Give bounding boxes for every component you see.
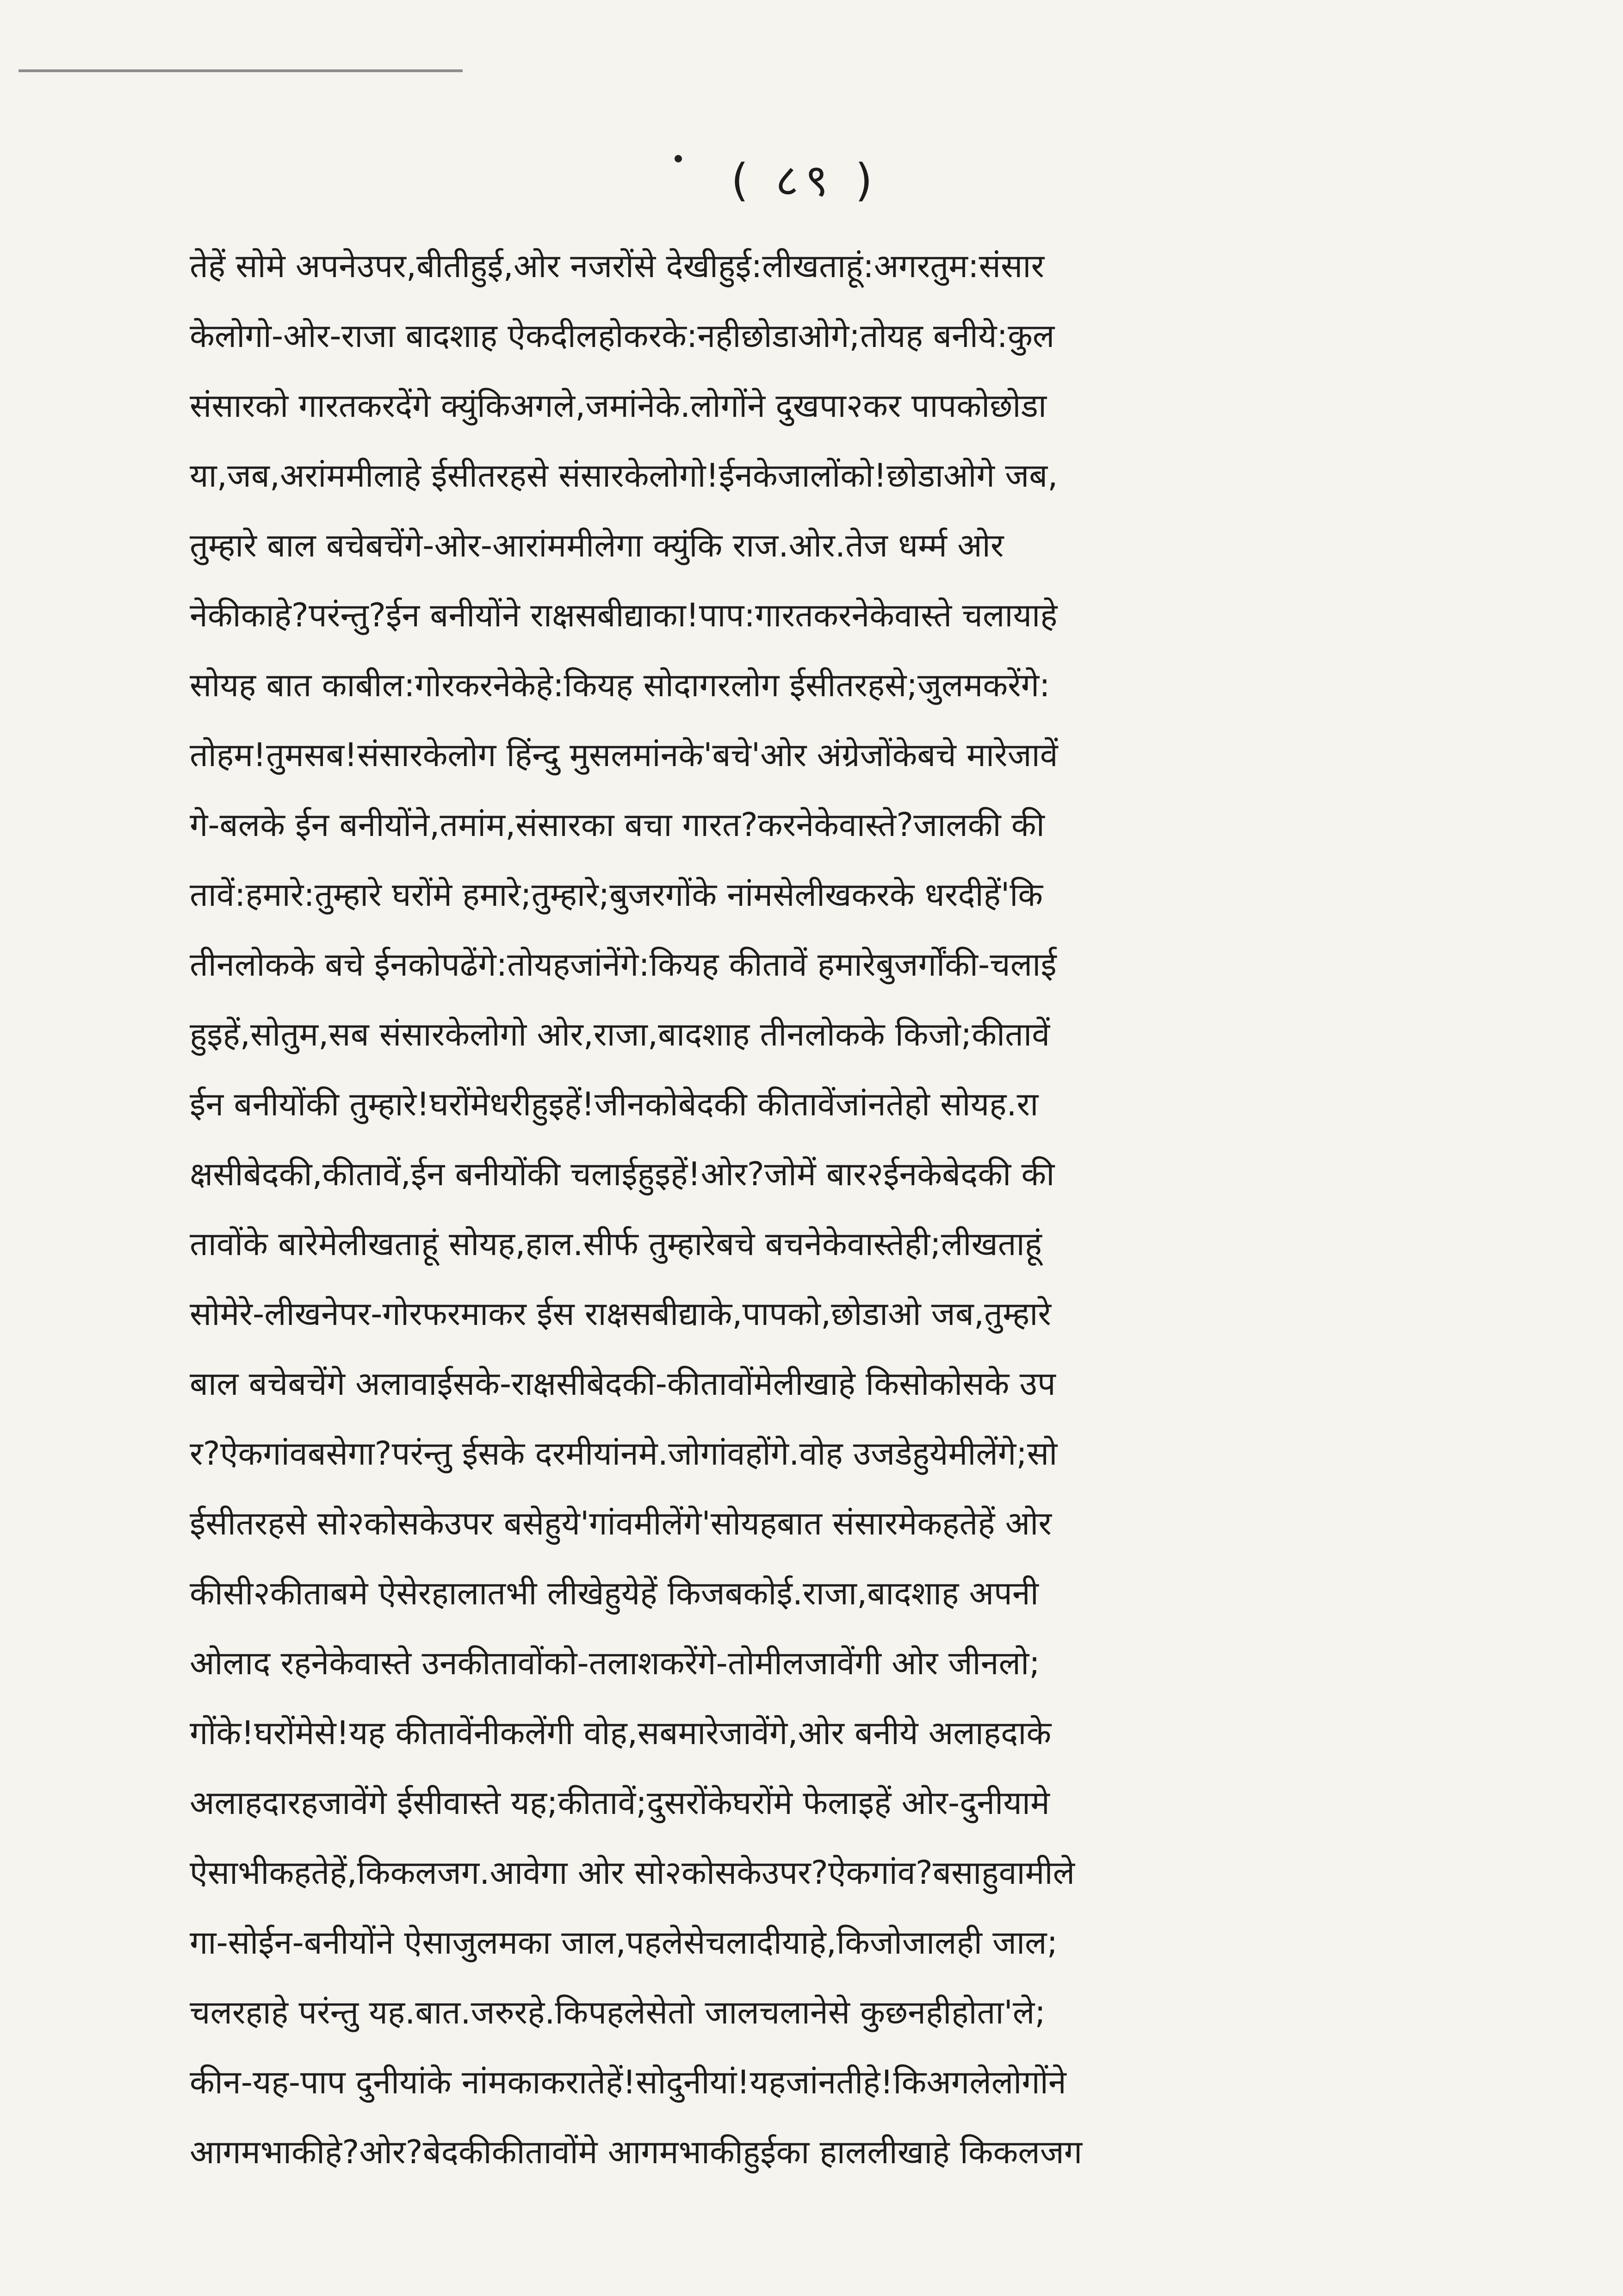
text-line: सोयह बात काबील:गोरकरनेकेहे:कियह सोदागरलोग ईसीतरहसे;जुलमकरेंगे: (190, 666, 1050, 704)
text-line: कीन-यह-पाप दुनीयांके नांमकाकरातेहें!सोदुनीयां!यहजांनतीहे!किअगलेलोगोंने (190, 2063, 1066, 2101)
text-line: कीसी२कीताबमे ऐसेरहालातभी लीखेहुयेहें किजबकोई.राजा,बादशाह अपनी (190, 1574, 1039, 1612)
text-line: तुम्हारे बाल बचेबचेंगे-ओर-आरांममीलेगा क्युंकि राज.ओर.तेज धर्म्म ओर (190, 526, 1004, 564)
text-line: तीनलोकके बचे ईनकोपढेंगे:तोयहजांनेंगे:कियह कीतावें हमारेबुजर्गोंकी-चलाई (190, 946, 1057, 984)
text-line: गे-बलके ईन बनीयोंने,तमांम,संसारका बचा गारत?करनेकेवास्ते?जालकी की (190, 806, 1045, 844)
text-line: ऐसाभीकहतेहें,किकलजग.आवेगा ओर सो२कोसकेउपर?ऐकगांव?बसाहुवामीले (190, 1854, 1075, 1892)
text-line: अलाहदारहजावेंगे ईसीवास्ते यह;कीतावें;दुसरोंकेघरोंमे फेलाइहें ओर-दुनीयामे (190, 1784, 1050, 1822)
text-line: गोंके!घरोंमेसे!यह कीतावेंनीकलेंगी वोह,सबमारेजावेंगे,ओर बनीये अलाहदाके (190, 1714, 1052, 1752)
text-line: तावोंके बारेमेलीखताहूं सोयह,हाल.सीर्फ तुम्हारेबचे बचनेकेवास्तेही;लीखताहूं (190, 1225, 1042, 1263)
top-edge-rule (19, 69, 463, 72)
text-line: ईसीतरहसे सो२कोसकेउपर बसेहुये'गांवमीलेंगे'सोयहबात संसारमेकहतेहें ओर (190, 1504, 1052, 1542)
text-line: केलोगो-ओर-राजा बादशाह ऐकदीलहोकरके:नहीछोडाओगे;तोयह बनीये:कुल (190, 317, 1055, 355)
text-line: नेकीकाहे?परंन्तु?ईन बनीयोंने राक्षसबीद्याका!पाप:गारतकरनेकेवास्ते चलायाहे (190, 596, 1058, 634)
text-line: या,जब,अरांममीलाहे ईसीतरहसे संसारकेलोगो!ईनकेजालोंको!छोडाओगे जब, (190, 457, 1058, 495)
text-line: तेहें सोमे अपनेउपर,बीतीहुई,ओर नजरोंसे देखीहुई:लीखताहूं:अगरतुम:संसार (190, 247, 1045, 285)
text-line: चलरहाहे परंन्तु यह.बात.जरुरहे.किपहलेसेतो जालचलानेसे कुछनहीहोता'ले; (190, 1993, 1046, 2031)
text-line: सोमेरे-लीखनेपर-गोरफरमाकर ईस राक्षसबीद्याके,पापको,छोडाओ जब,तुम्हारे (190, 1295, 1052, 1333)
text-line: ओलाद रहनेकेवास्ते उनकीतावोंको-तलाशकरेंगे-तोमीलजावेंगी ओर जीनलो; (190, 1644, 1040, 1682)
text-line: बाल बचेबचेंगे अलावाईसके-राक्षसीबेदकी-कीतावोंमेलीखाहे किसोकोसके उप (190, 1365, 1056, 1403)
ink-dot (675, 155, 682, 162)
text-line: तोहम!तुमसब!संसारकेलोग हिंन्दु मुसलमांनके'बचे'ओर अंग्रेजोंकेबचे मारेजावें (190, 736, 1058, 774)
page-number: ( ८९ ) (731, 155, 879, 206)
body-text (190, 231, 1457, 2187)
text-line: तावें:हमारे:तुम्हारे घरोंमे हमारे;तुम्हारे;बुजरगोंके नांमसेलीखकरके धरदीहें'कि (190, 876, 1043, 914)
text-line: आगमभाकीहे?ओर?बेदकीकीतावोंमे आगमभाकीहुईका हाललीखाहे किकलजग (190, 2133, 1083, 2171)
text-line: ईन बनीयोंकी तुम्हारे!घरोंमेधरीहुइहें!जीनकोबेदकी कीतावेंजांनतेहो सोयह.रा (190, 1085, 1039, 1123)
text-line: संसारको गारतकरदेंगे क्युंकिअगले,जमांनेके.लोगोंने दुखपा२कर पापकोछोडा (190, 387, 1047, 425)
text-line: गा-सोईन-बनीयोंने ऐसाजुलमका जाल,पहलेसेचलादीयाहे,किजोजालही जाल; (190, 1924, 1058, 1962)
text-line: र?ऐकगांवबसेगा?परंन्तु ईसके दरमीयांनमे.जोगांवहोंगे.वोह उजडेहुयेमीलेंगे;सो (190, 1435, 1058, 1473)
text-line: हुइहें,सोतुम,सब संसारकेलोगो ओर,राजा,बादशाह तीनलोकके किजो;कीतावें (190, 1015, 1050, 1053)
text-line: क्षसीबेदकी,कीतावें,ईन बनीयोंकी चलाईहुइहें!ओर?जोमें बार२ईनकेबेदकी की (190, 1155, 1055, 1193)
